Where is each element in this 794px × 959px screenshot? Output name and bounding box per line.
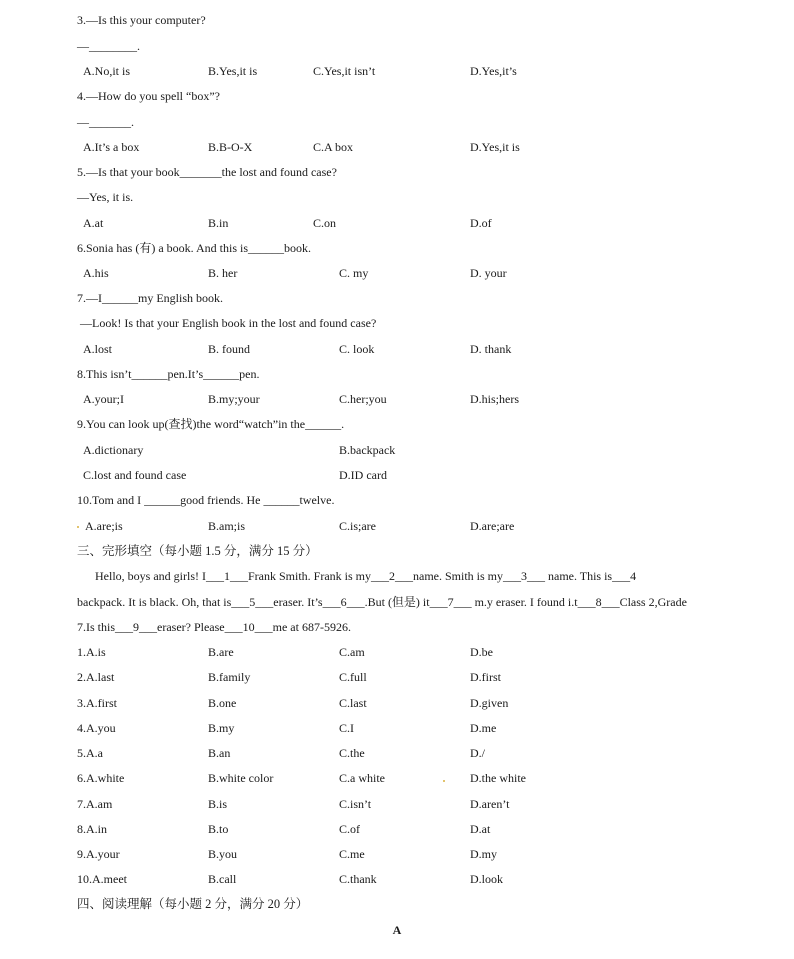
cloze-9-option-a: 9.A.your: [77, 847, 120, 861]
q7-option-b: B. found: [208, 342, 250, 356]
q10-option-a: A.are;is: [85, 519, 123, 533]
q6-stem: 6.Sonia has (有) a book. And this is______book.: [77, 241, 311, 255]
q3-answer-blank: —________.: [77, 39, 140, 53]
cloze-1-option-b: B.are: [208, 645, 234, 659]
cloze-2-option-c: C.full: [339, 670, 367, 684]
cloze-2-option-b: B.family: [208, 670, 251, 684]
passage-line-3: 7.Is this___9___eraser? Please___10___me at 687-5926.: [77, 620, 351, 634]
q7-dialogue: —Look! Is that your English book in the lost and found case?: [77, 316, 377, 330]
passage-line-2: backpack. It is black. Oh, that is___5___eraser. It’s___6___.But (但是) it___7___ m.y eraser. I found i.t___8___Class 2,Grade: [77, 595, 687, 609]
cloze-8-option-d: D.at: [470, 822, 491, 836]
cloze-3-option-b: B.one: [208, 696, 237, 710]
q9-option-b: B.backpack: [339, 443, 396, 457]
q10-option-b: B.am;is: [208, 519, 246, 533]
cloze-5-option-a: 5.A.a: [77, 746, 103, 760]
q9-stem: 9.You can look up(查找)the word“watch”in the______.: [77, 417, 345, 431]
passage-line-1: Hello, boys and girls! I___1___Frank Smith. Frank is my___2___name. Smith is my___3___ name. This is___4: [77, 569, 637, 583]
cloze-1-option-d: D.be: [470, 645, 493, 659]
q6-option-c: C. my: [339, 266, 369, 280]
q10-option-d: D.are;are: [470, 519, 515, 533]
cloze-6-option-c: C.a white: [339, 771, 385, 785]
cloze-5-option-b: B.an: [208, 746, 231, 760]
q3-option-c: C.Yes,it isn’t: [313, 64, 376, 78]
q4-stem: 4.—How do you spell “box”?: [77, 89, 220, 103]
q6-option-b: B. her: [208, 266, 238, 280]
q8-option-b: B.my;your: [208, 392, 260, 406]
cloze-7-option-b: B.is: [208, 797, 228, 811]
cloze-4-option-b: B.my: [208, 721, 235, 735]
cloze-3-option-c: C.last: [339, 696, 367, 710]
q5-answer: —Yes, it is.: [77, 190, 134, 204]
cloze-2-option-d: D.first: [470, 670, 501, 684]
q3-option-d: D.Yes,it’s: [470, 64, 517, 78]
q5-option-b: B.in: [208, 216, 229, 230]
cloze-8-option-c: C.of: [339, 822, 360, 836]
q6-option-d: D. your: [470, 266, 507, 280]
cloze-5-option-c: C.the: [339, 746, 365, 760]
cloze-1-option-a: 1.A.is: [77, 645, 106, 659]
cloze-3-option-a: 3.A.first: [77, 696, 117, 710]
q3-option-a: A.No,it is: [83, 64, 131, 78]
q4-option-c: C.A box: [313, 140, 354, 154]
section-3-title: 三、完形填空（每小题 1.5 分，满分 15 分）: [77, 544, 318, 558]
cloze-1-option-c: C.am: [339, 645, 365, 659]
q8-option-c: C.her;you: [339, 392, 387, 406]
q9-option-d: D.ID card: [339, 468, 387, 482]
stray-mark: [77, 526, 79, 528]
cloze-10-option-b: B.call: [208, 872, 237, 886]
section-4-title: 四、阅读理解（每小题 2 分，满分 20 分）: [77, 897, 309, 911]
cloze-4-option-d: D.me: [470, 721, 497, 735]
q9-option-c: C.lost and found case: [83, 468, 187, 482]
q5-option-c: C.on: [313, 216, 337, 230]
cloze-2-option-a: 2.A.last: [77, 670, 115, 684]
q3-option-b: B.Yes,it is: [208, 64, 258, 78]
q6-option-a: A.his: [83, 266, 109, 280]
q10-option-c: C.is;are: [339, 519, 376, 533]
cloze-8-option-a: 8.A.in: [77, 822, 107, 836]
cloze-7-option-c: C.isn’t: [339, 797, 372, 811]
q8-stem: 8.This isn’t______pen.It’s______pen.: [77, 367, 260, 381]
q7-option-d: D. thank: [470, 342, 512, 356]
q4-answer-blank: —_______.: [77, 115, 134, 129]
cloze-4-option-a: 4.A.you: [77, 721, 116, 735]
cloze-10-option-c: C.thank: [339, 872, 377, 886]
q4-option-a: A.It’s a box: [83, 140, 140, 154]
cloze-7-option-d: D.aren’t: [470, 797, 510, 811]
q3-stem: 3.—Is this your computer?: [77, 13, 206, 27]
cloze-10-option-a: 10.A.meet: [77, 872, 127, 886]
cloze-9-option-c: C.me: [339, 847, 365, 861]
q9-option-a: A.dictionary: [83, 443, 144, 457]
q8-option-d: D.his;hers: [470, 392, 519, 406]
cloze-6-option-a: 6.A.white: [77, 771, 125, 785]
cloze-10-option-d: D.look: [470, 872, 503, 886]
q8-option-a: A.your;I: [83, 392, 124, 406]
cloze-8-option-b: B.to: [208, 822, 229, 836]
cloze-9-option-d: D.my: [470, 847, 497, 861]
cloze-5-option-d: D./: [470, 746, 485, 760]
q4-option-d: D.Yes,it is: [470, 140, 520, 154]
cloze-3-option-d: D.given: [470, 696, 509, 710]
cloze-6-option-b: B.white color: [208, 771, 274, 785]
stray-mark: [443, 780, 445, 782]
q7-option-c: C. look: [339, 342, 375, 356]
q10-stem: 10.Tom and I ______good friends. He ______twelve.: [77, 493, 335, 507]
q5-option-d: D.of: [470, 216, 492, 230]
q7-stem: 7.—I______my English book.: [77, 291, 223, 305]
q7-option-a: A.lost: [83, 342, 113, 356]
q5-option-a: A.at: [83, 216, 104, 230]
cloze-6-option-d: D.the white: [470, 771, 526, 785]
q5-stem: 5.—Is that your book_______the lost and found case?: [77, 165, 337, 179]
cloze-7-option-a: 7.A.am: [77, 797, 113, 811]
cloze-9-option-b: B.you: [208, 847, 238, 861]
reading-part-label: A: [392, 923, 402, 937]
cloze-4-option-c: C.I: [339, 721, 354, 735]
q4-option-b: B.B-O-X: [208, 140, 253, 154]
